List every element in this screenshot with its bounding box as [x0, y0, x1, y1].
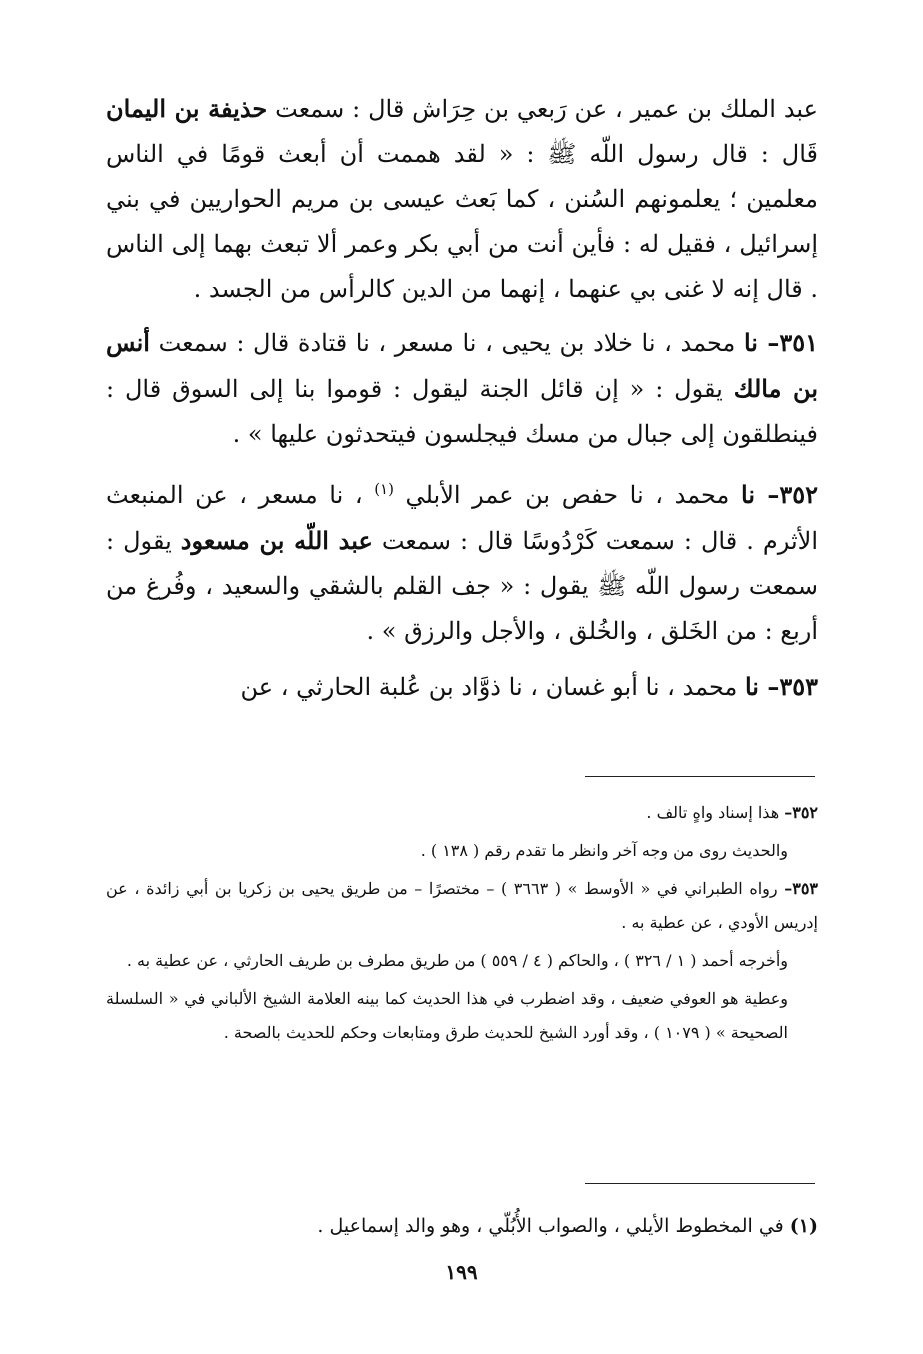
page-number: ١٩٩ — [445, 1260, 478, 1284]
commentary-notes — [106, 796, 818, 1054]
note-number: ٣٥٢– — [784, 803, 818, 822]
hadith-number: ٣٥١– نا — [743, 328, 818, 357]
text: هذا إسناد واهٍ تالف . — [646, 803, 785, 822]
note-353-b: وأخرجه أحمد ( ١ / ٣٢٦ ) ، والحاكم ( ٤ / ٥٥٩ ) من طريق مطرف بن طريف الحارثي ، عن عطية به . — [126, 951, 788, 970]
hadith-351 — [106, 320, 818, 457]
text: قَال : قال رسول اللّه ﷺ : « لقد هممت أن أبعث قومًا في الناس معلمين ؛ يعلمونهم السُنن ، كما بَعث عيسى بن مريم الحواريين في بني إسرائيل ، فقيل له : فأين أنت من أبي بكر وعمر ألا تبعث بهما إلى الناس . قال إنه لا غنى بي عنهما ، إنهما من الدين كالرأس من الجسد . — [106, 140, 818, 303]
note-353-c: وعطية هو العوفي ضعيف ، وقد اضطرب في هذا الحديث كما بينه العلامة الشيخ الألباني في « السلسلة الصحيحة » ( ١٠٧٩ ) ، وقد أورد الشيخ للحديث طرق ومتابعات وحكم للحديث بالصحة . — [106, 989, 788, 1042]
text: ، نا مسعر ، عن المنبعث الأثرم . قال : سمعت كَرْدُوسًا قال : سمعت — [106, 481, 818, 555]
narrator-name: أنس بن مالك — [106, 328, 819, 403]
notes-divider — [585, 776, 815, 777]
hadith-353 — [106, 664, 818, 710]
note-353-a — [106, 872, 818, 940]
note-352-b: والحديث روى من وجه آخر وانظر ما تقدم رقم ( ١٣٨ ) . — [420, 841, 788, 860]
text: يقول : سمعت رسول اللّه ﷺ يقول : « جف القلم بالشقي والسعيد ، وفُرغ من أربع : من الخَلق ، والخُلق ، والأجل والرزق » . — [106, 527, 818, 645]
footnote — [106, 1210, 818, 1242]
hadith-352 — [106, 467, 818, 654]
note-number: ٣٥٣– — [784, 879, 818, 898]
text: رواه الطبراني في « الأوسط » ( ٣٦٦٣ ) – مختصرًا – من طريق يحيى بن زكريا بن أبي زائدة ، عن إدريس الأودي ، عن عطية به . — [106, 879, 818, 932]
text: محمد ، نا حفص بن عمر الأبلي — [393, 481, 742, 509]
narrator-name: حذيفة بن اليمان — [106, 94, 268, 123]
footnote-number: (١) — [789, 1215, 818, 1237]
note-352-a — [106, 796, 818, 830]
main-text — [106, 86, 818, 720]
narrator-name: عبد اللّه بن مسعود — [180, 526, 373, 555]
hadith-number: ٣٥٢– نا — [741, 480, 818, 509]
text: محمد ، نا خلاد بن يحيى ، نا مسعر ، نا قتادة قال : سمعت — [149, 329, 744, 357]
text: يقول : « إن قائل الجنة ليقول : قوموا بنا إلى السوق قال : فينطلقون إلى جبال من مسك فيجلسون فيتحدثون عليها » . — [106, 375, 818, 448]
hadith-number: ٣٥٣– نا — [744, 672, 818, 701]
text: عبد الملك بن عمير ، عن رَبعي بن حِرَاش قال : سمعت — [267, 95, 818, 123]
text: محمد ، نا أبو غسان ، نا ذوَّاد بن عُلبة الحارثي ، عن — [240, 673, 745, 701]
hadith-350-continuation — [106, 86, 818, 312]
footnote-ref: (١) — [374, 480, 394, 498]
footnote-divider — [585, 1183, 815, 1184]
footnote-text: في المخطوط الأيلي ، والصواب الأُبُلّي ، وهو والد إسماعيل . — [317, 1215, 790, 1237]
